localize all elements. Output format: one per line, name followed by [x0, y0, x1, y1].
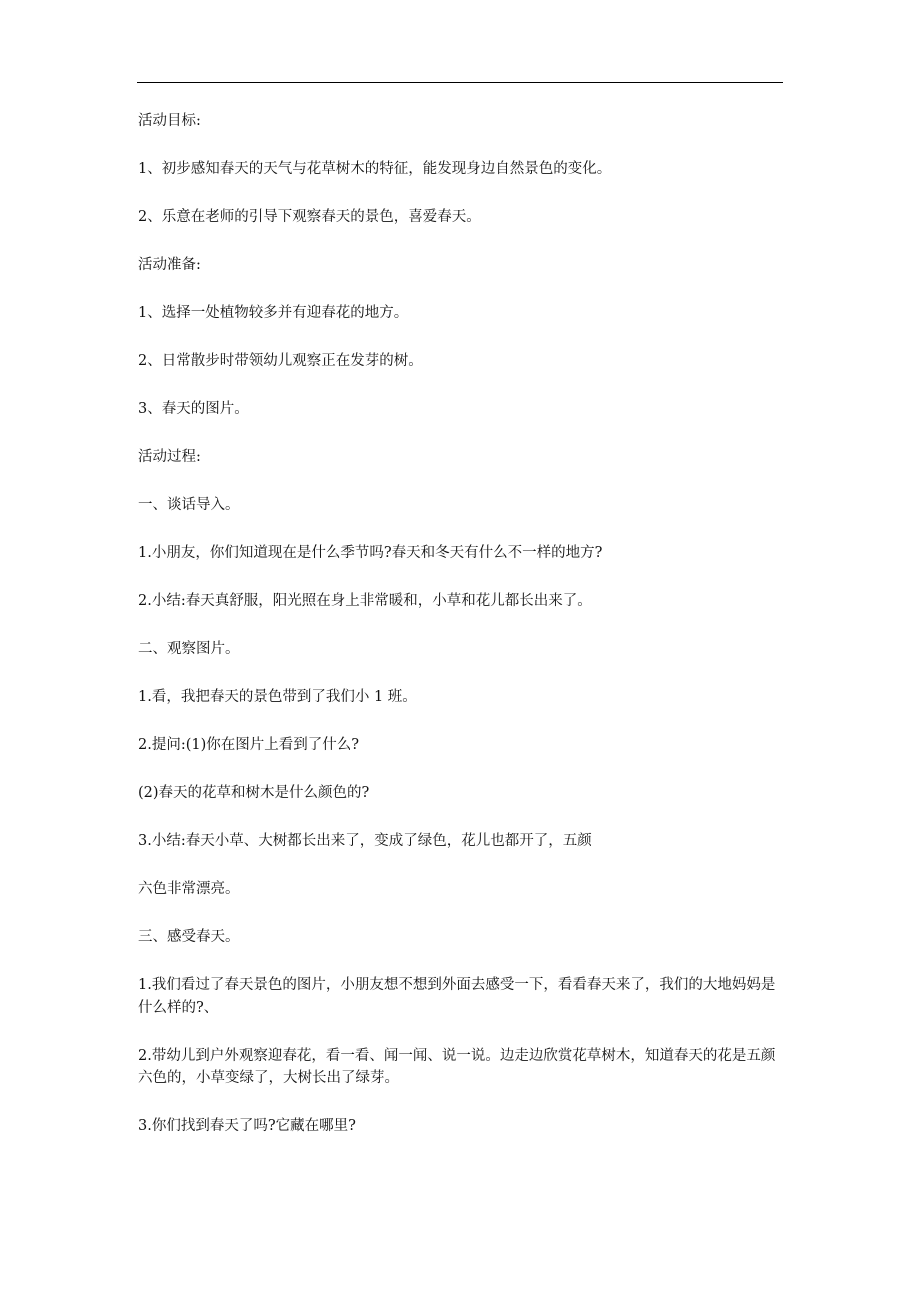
paragraph: 2、日常散步时带领幼儿观察正在发芽的树。: [138, 353, 423, 369]
paragraph: 2.小结:春天真舒服，阳光照在身上非常暖和，小草和花儿都长出来了。: [138, 593, 592, 609]
paragraph: 六色非常漂亮。: [138, 881, 240, 897]
paragraph: (2)春天的花草和树木是什么颜色的?: [138, 785, 370, 801]
paragraph: 3.小结:春天小草、大树都长出来了，变成了绿色，花儿也都开了，五颜: [138, 833, 592, 849]
section-heading-preparation: 活动准备:: [138, 257, 201, 273]
document-body: [138, 110, 783, 1163]
paragraph: 1、初步感知春天的天气与花草树木的特征，能发现身边自然景色的变化。: [138, 161, 612, 177]
subsection-heading: 一、谈话导入。: [138, 497, 240, 513]
paragraph: 1.我们看过了春天景色的图片，小朋友想不想到外面去感受一下，看看春天来了，我们的大地妈妈是什么样的?、: [138, 977, 776, 1016]
subsection-heading: 三、感受春天。: [138, 929, 240, 945]
section-heading-process: 活动过程:: [138, 449, 201, 465]
paragraph: 2.带幼儿到户外观察迎春花，看一看、闻一闻、说一说。边走边欣赏花草树木，知道春天的花是五颜六色的，小草变绿了，大树长出了绿芽。: [138, 1047, 776, 1086]
section-heading-goals: 活动目标:: [138, 113, 201, 129]
paragraph: 3、春天的图片。: [138, 401, 249, 417]
paragraph: 1.看，我把春天的景色带到了我们小 1 班。: [138, 689, 417, 705]
paragraph: 1、选择一处植物较多并有迎春花的地方。: [138, 305, 409, 321]
paragraph: 2、乐意在老师的引导下观察春天的景色，喜爱春天。: [138, 209, 481, 225]
paragraph: 2.提问:(1)你在图片上看到了什么?: [138, 737, 360, 753]
paragraph: 1.小朋友，你们知道现在是什么季节吗?春天和冬天有什么不一样的地方?: [138, 545, 603, 561]
paragraph: 3.你们找到春天了吗?它藏在哪里?: [138, 1118, 356, 1134]
header-rule: [137, 82, 783, 83]
subsection-heading: 二、观察图片。: [138, 641, 240, 657]
